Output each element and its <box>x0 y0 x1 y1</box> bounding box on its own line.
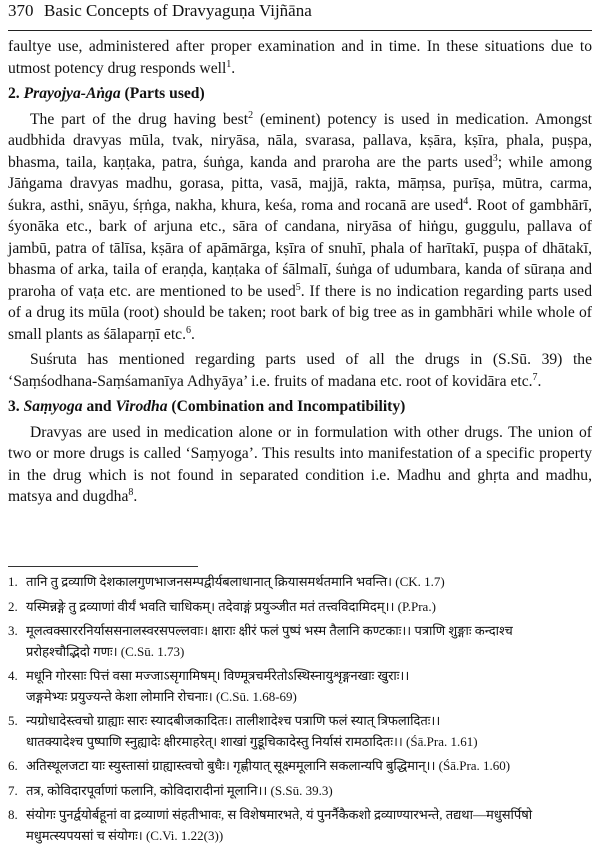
footnote-2 <box>8 597 592 618</box>
footnote-line: धातक्यादेश्च पुष्पाणि स्नुह्यादेः क्षीरमाहरेत्। शाखां गुडूचिकादेस्तु निर्यासं रामठादितः।। (Śā.Pra. 1.61) <box>26 733 478 749</box>
footnote-line: तानि तु द्रव्याणि देशकालगुणभाजनसम्पद्वीर्यबलाधानात् क्रियासमर्थतमानि भवन्ति। (CK. 1.7) <box>26 574 445 589</box>
footnote-text <box>26 756 592 777</box>
footnote-ref-2[interactable]: 2 <box>248 109 254 121</box>
footnote-ref-5[interactable]: 5 <box>295 281 301 293</box>
paragraph-1: faultye use, administered after proper examination and in time. In these situations due to utmost potency drug responds well$^1$. <box>8 38 592 77</box>
footnote-text <box>26 621 592 662</box>
footnote-number: 3. <box>8 623 18 638</box>
footnotes <box>8 572 592 850</box>
footnote-text <box>26 572 592 593</box>
footnote-number: 5. <box>8 713 18 728</box>
footnote-line: न्यग्रोधादेस्त्वचो ग्राह्याः सारः स्यादबीजकादितः। तालीशादेश्च पत्राणि फलं स्यात् त्रिफलादितः।। <box>26 713 441 728</box>
footnote-6 <box>8 756 592 777</box>
footnote-line: मधूनि गोरसाः पित्तं वसा मज्जाऽसृगामिषम्। विण्मूत्रचर्मरेतोऽस्थिस्नायुशृङ्गनखाः खुराः।। <box>26 668 410 683</box>
running-title: Basic Concepts of Dravyaguṇa Vijñāna <box>44 1 312 20</box>
footnote-text <box>26 597 592 618</box>
footnote-line: यस्मिन्नङ्गे तु द्रव्याणां वीर्यं भवति चाधिकम्। तदेवाङ्गं प्रयुञ्जीत मतं तत्त्वविदामिदम्।। (P.Pra.) <box>26 598 436 614</box>
footnote-ref-1[interactable]: 1 <box>226 58 232 70</box>
footnote-separator <box>8 566 198 567</box>
footnote-8 <box>8 805 592 846</box>
footnote-number: 1. <box>8 574 18 589</box>
footnote-line: तत्र, कोविदारपूर्वाणां फलानि, कोविदारादीनां मूलानि।। (S.Sū. 39.3) <box>26 782 333 798</box>
footnote-number: 2. <box>8 598 18 614</box>
page-number: 370 <box>8 1 34 20</box>
footnote-line: संयोगः पुनर्द्वयोर्बहूनां वा द्रव्याणां संहतीभावः, स विशेषमारभते, यं पुनर्नैकैकशो द्रव्याण्यारभन्ते, तद्यथा—मधुसर्पिषो <box>26 807 533 822</box>
footnote-line: मधुमत्स्यपयसां च संयोगः। (C.Vi. 1.22(3)) <box>26 827 224 843</box>
footnote-line: प्ररोहश्चौद्भिदो गणः। (C.Sū. 1.73) <box>26 643 185 659</box>
footnote-ref-4[interactable]: 4 <box>463 195 469 207</box>
footnote-text <box>26 711 592 752</box>
footnote-number: 8. <box>8 807 18 822</box>
main-text <box>8 36 592 508</box>
footnote-line: मूलत्वक्साररनिर्याससनालस्वरसपल्लवाः। क्षाराः क्षीरं फलं पुष्पं भस्म तैलानि कण्टकाः।। पत्राणि शुङ्गाः कन्दाश्च <box>26 623 513 638</box>
footnote-1 <box>8 572 592 593</box>
footnote-5 <box>8 711 592 752</box>
footnote-7 <box>8 781 592 802</box>
footnote-ref-6[interactable]: 6 <box>185 324 191 336</box>
footnote-ref-3[interactable]: 3 <box>492 152 498 164</box>
footnote-ref-8[interactable]: 8 <box>128 486 134 498</box>
footnote-ref-7[interactable]: 7 <box>532 371 538 383</box>
running-header <box>8 0 592 31</box>
paragraph-2: The part of the drug having best$^2$ (eminent) potency is used in medication. Amongst audbhida dravyas mūla, tvak, niryāsa, nāla, svarasa, pallava, kṣāra, kṣīra, phala, puṣpa, bhasma, taila, kaṇṭaka, patra, śuṅga, kanda and praroha are the parts used$^3$; while among Jāṅgama dravyas madhu, gorasa, pitta, vasā, majjā, rakta, māṃsa, purīṣa, mūtra, carma, śukra, asthi, snāyu, śṛṅga, nakha, khura, keśa, roma and rocanā are used$^4$. Root of gambhārī, śyonāka etc., bark of arjuna etc., sāra of candana, niryāsa of hiṅgu, guggulu, pallava of jambū, patra of tālīsa, kṣāra of apāmārga, kṣīra of snuhī, phala of harītakī, puṣpa of dhātakī, bhasma of arka, taila of eraṇḍa, kaṇṭaka of śālmalī, śuṅga of udumbara, kanda of sūraṇa and praroha of vaṭa etc. are mentioned to be used$^5$. If there is no indication regarding parts used of a drug its mūla (root) should be taken; root bark of big tree as in gambhāri while whole of small plants as śālaparṇī etc.$^6$. <box>8 109 593 343</box>
footnote-line: जङ्गमेभ्यः प्रयुज्यन्ते केशा लोमानि रोचनाः। (C.Sū. 1.68-69) <box>26 688 297 704</box>
footnote-text <box>26 805 592 846</box>
footnote-text <box>26 781 592 802</box>
paragraph-4: Dravyas are used in medication alone or in formulation with other drugs. The union of two or more drugs is called ‘Saṃyoga’. This results into manifestation of a specific property in the drug which is not found in separated condition i.e. Madhu and ghṛta and madhu, matsya and dugdha$^8$. <box>8 423 592 505</box>
footnote-text <box>26 666 592 707</box>
section-heading-parts-used: 2. Prayojya-Aṅga (Parts used) <box>8 85 205 102</box>
footnote-3 <box>8 621 592 662</box>
footnote-line: अतिस्थूलजटा याः स्युस्तासां ग्राह्यास्त्वचो बुधैः। गृह्णीयात् सूक्ष्ममूलानि सकलान्यपि बुद्धिमान्।। (Śā.Pra. 1.60) <box>26 758 511 773</box>
footnote-number: 4. <box>8 668 18 683</box>
paragraph-3: Suśruta has mentioned regarding parts used of all the drugs in (S.Sū. 39) the ‘Saṃśodhana-Saṃśamanīya Adhyāya’ i.e. fruits of madana etc. root of kovidāra etc.$^7$. <box>8 351 592 390</box>
footnote-number: 6. <box>8 758 18 773</box>
footnote-4 <box>8 666 592 707</box>
section-heading-combination: 3. Saṃyoga and Virodha (Combination and Incompatibility) <box>8 398 406 415</box>
footnote-number: 7. <box>8 782 18 798</box>
